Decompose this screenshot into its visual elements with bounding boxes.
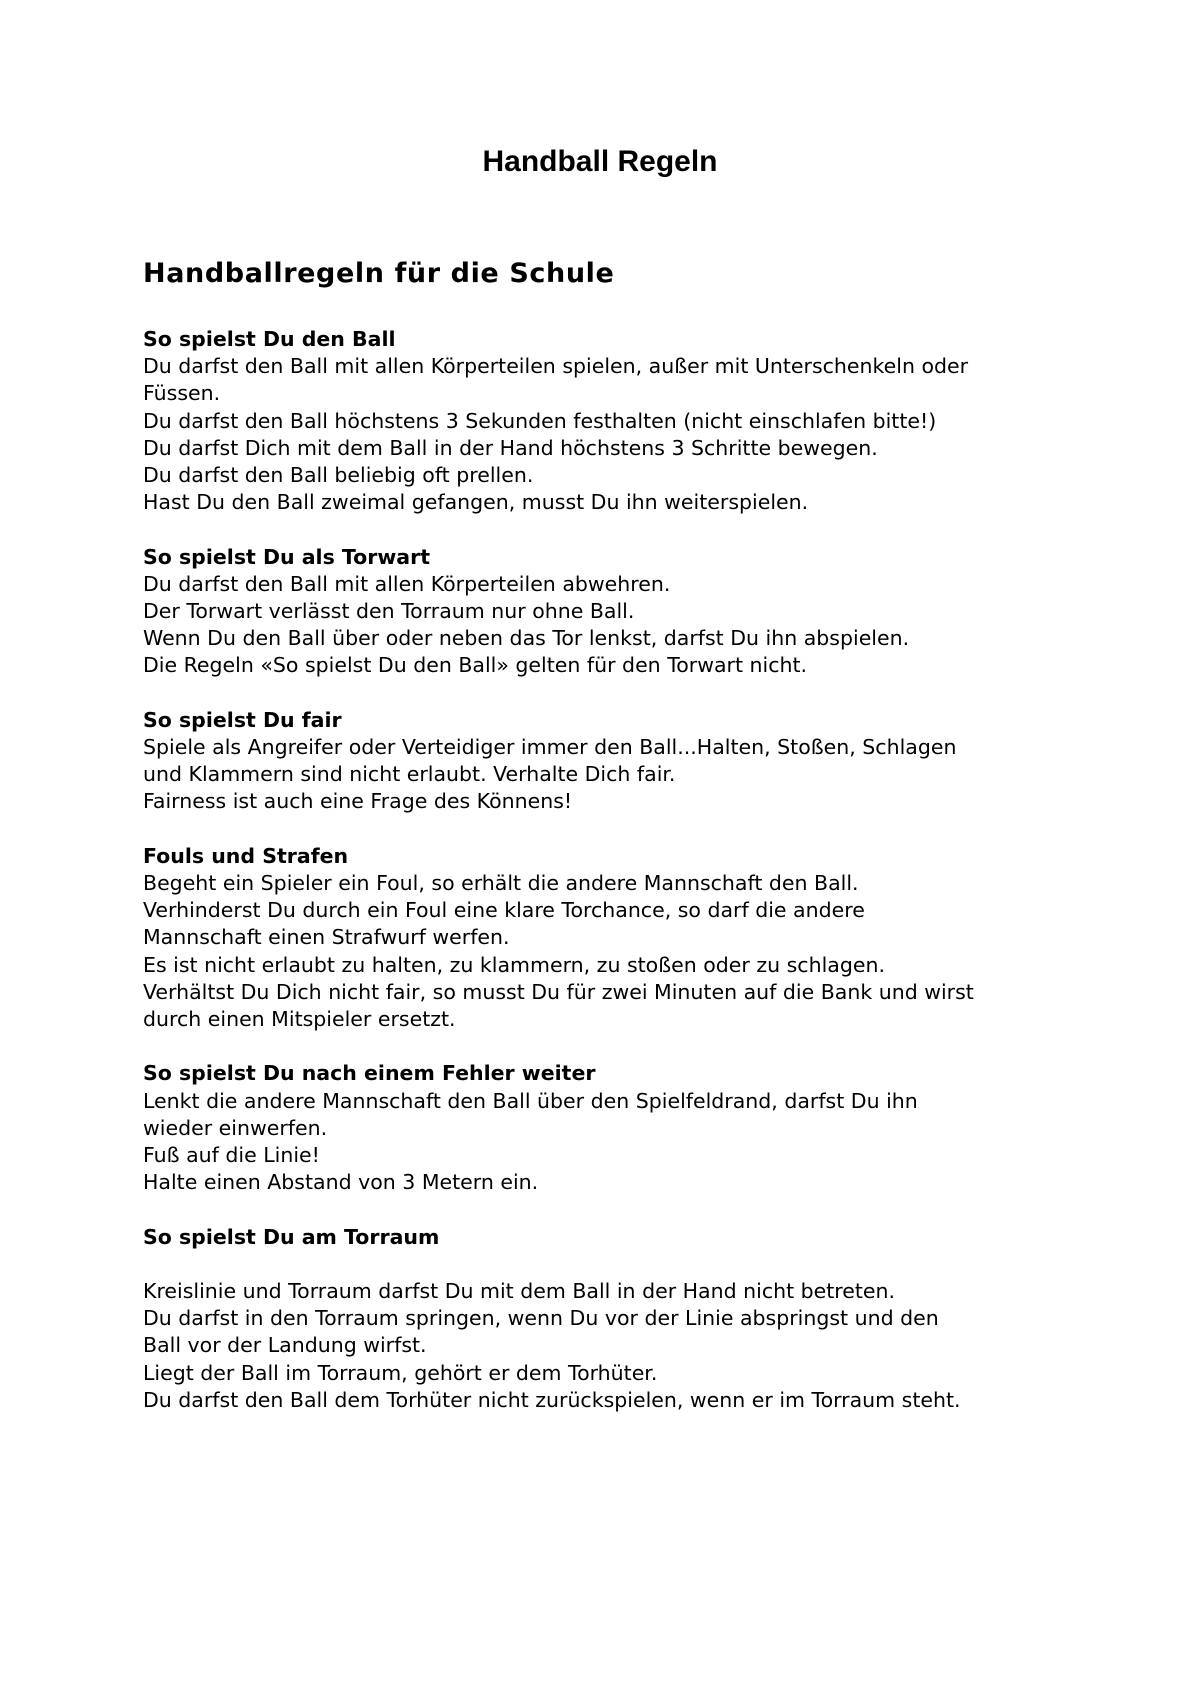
section-after-error xyxy=(143,1060,1083,1196)
body-line: Fairness ist auch eine Frage des Könnens! xyxy=(143,789,573,814)
section-fouls xyxy=(143,843,1083,1033)
body-line: wieder einwerfen. xyxy=(143,1115,328,1140)
document-body xyxy=(143,326,1083,1441)
body-line: Mannschaft einen Strafwurf werfen. xyxy=(143,925,510,950)
body-line: durch einen Mitspieler ersetzt. xyxy=(143,1007,456,1032)
section-heading: So spielst Du am Torraum xyxy=(143,1224,440,1249)
body-line: Der Torwart verlässt den Torraum nur ohne Ball. xyxy=(143,599,635,624)
body-line: und Klammern sind nicht erlaubt. Verhalte Dich fair. xyxy=(143,762,676,787)
document-title: Handball Regeln xyxy=(482,145,718,178)
section-heading: So spielst Du nach einem Fehler weiter xyxy=(143,1061,596,1086)
body-line: Es ist nicht erlaubt zu halten, zu klammern, zu stoßen oder zu schlagen. xyxy=(143,952,885,977)
body-line: Verhältst Du Dich nicht fair, so musst Du für zwei Minuten auf die Bank und wirst xyxy=(143,979,974,1004)
body-line: Halte einen Abstand von 3 Metern ein. xyxy=(143,1170,539,1195)
body-line: Die Regeln «So spielst Du den Ball» gelten für den Torwart nicht. xyxy=(143,653,808,678)
body-line: Hast Du den Ball zweimal gefangen, musst Du ihn weiterspielen. xyxy=(143,490,809,515)
section-goal-area xyxy=(143,1224,1083,1414)
body-line: Du darfst in den Torraum springen, wenn Du vor der Linie abspringst und den xyxy=(143,1306,939,1331)
section-goalkeeper xyxy=(143,544,1083,680)
body-line: Du darfst Dich mit dem Ball in der Hand höchstens 3 Schritte bewegen. xyxy=(143,435,878,460)
body-line: Spiele als Angreifer oder Verteidiger immer den Ball...Halten, Stoßen, Schlagen xyxy=(143,735,957,760)
section-heading: So spielst Du fair xyxy=(143,707,342,732)
body-line: Wenn Du den Ball über oder neben das Tor lenkst, darfst Du ihn abspielen. xyxy=(143,626,910,651)
body-line: Ball vor der Landung wirfst. xyxy=(143,1333,427,1358)
body-line: Begeht ein Spieler ein Foul, so erhält die andere Mannschaft den Ball. xyxy=(143,871,859,896)
body-line: Fuß auf die Linie! xyxy=(143,1143,320,1168)
document-subtitle: Handballregeln für die Schule xyxy=(143,258,615,289)
section-fair-play xyxy=(143,707,1083,816)
body-line: Du darfst den Ball höchstens 3 Sekunden festhalten (nicht einschlafen bitte!) xyxy=(143,408,937,433)
body-line: Du darfst den Ball dem Torhüter nicht zurückspielen, wenn er im Torraum steht. xyxy=(143,1387,961,1412)
body-line: Du darfst den Ball beliebig oft prellen. xyxy=(143,463,534,488)
body-line: Verhinderst Du durch ein Foul eine klare Torchance, so darf die andere xyxy=(143,898,865,923)
body-line: Kreislinie und Torraum darfst Du mit dem Ball in der Hand nicht betreten. xyxy=(143,1279,896,1304)
section-heading: So spielst Du den Ball xyxy=(143,327,396,351)
body-line: Du darfst den Ball mit allen Körperteilen spielen, außer mit Unterschenkeln oder xyxy=(143,354,969,379)
body-line: Lenkt die andere Mannschaft den Ball über den Spielfeldrand, darfst Du ihn xyxy=(143,1088,918,1113)
section-heading: So spielst Du als Torwart xyxy=(143,544,431,569)
section-heading: Fouls und Strafen xyxy=(143,843,349,868)
body-line: Du darfst den Ball mit allen Körperteilen abwehren. xyxy=(143,571,671,596)
section-ball-play xyxy=(143,326,1083,516)
body-line: Füssen. xyxy=(143,381,221,406)
body-line: Liegt der Ball im Torraum, gehört er dem Torhüter. xyxy=(143,1360,658,1385)
